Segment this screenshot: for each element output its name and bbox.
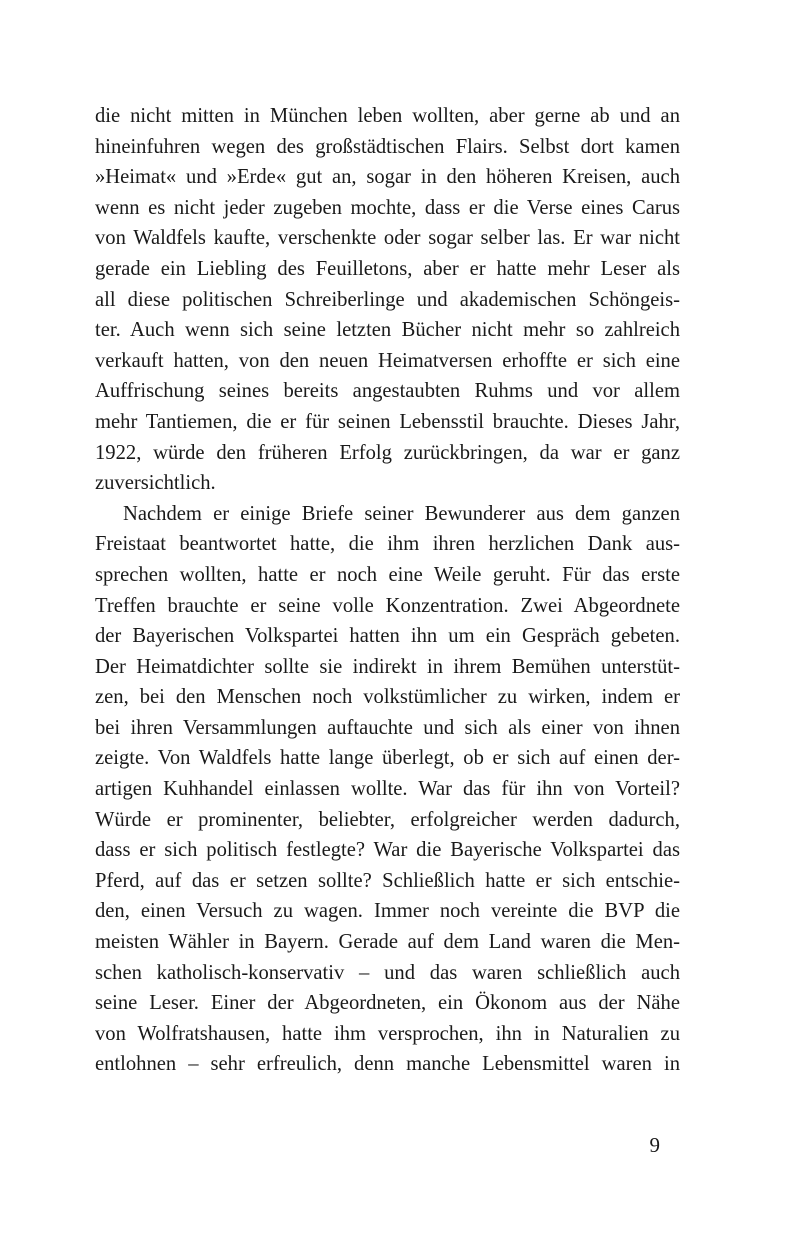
text-line: seine Leser. Einer der Abgeordneten, ein Ökonom aus der Nähe (95, 992, 680, 1015)
text-line: Pferd, auf das er setzen sollte? Schließlich hatte er sich entschie- (95, 869, 680, 892)
text-line: von Waldfels kaufte, verschenkte oder sogar selber las. Er war nicht (95, 227, 680, 250)
text-line: hineinfuhren wegen des großstädtischen Flairs. Selbst dort kamen (95, 135, 680, 158)
text-line: die nicht mitten in München leben wollten, aber gerne ab und an (95, 105, 680, 127)
text-line: zeigte. Von Waldfels hatte lange überlegt, ob er sich auf einen der- (95, 747, 680, 770)
text-line: all diese politischen Schreiberlinge und akademischen Schöngeis- (95, 288, 680, 311)
text-line: ter. Auch wenn sich seine letzten Bücher nicht mehr so zahlreich (95, 319, 680, 342)
paragraph-first-line: Nachdem er einige Briefe seiner Bewunderer aus dem ganzen (123, 502, 680, 525)
text-line: 1922, würde den früheren Erfolg zurückbringen, da war er ganz (95, 441, 680, 464)
body-text (95, 101, 680, 1080)
paragraph-end-line: zuversichtlich. (95, 472, 216, 495)
text-line: mehr Tantiemen, die er für seinen Lebensstil brauchte. Dieses Jahr, (95, 410, 680, 433)
text-line: entlohnen – sehr erfreulich, denn manche Lebensmittel waren in (95, 1053, 680, 1076)
text-line: Würde er prominenter, beliebter, erfolgreicher werden dadurch, (95, 808, 680, 831)
text-line: sprechen wollten, hatte er noch eine Weile geruht. Für das erste (95, 563, 680, 586)
text-line: Auffrischung seines bereits angestaubten Ruhms und vor allem (95, 380, 680, 403)
text-line: gerade ein Liebling des Feuilletons, aber er hatte mehr Leser als (95, 257, 680, 280)
text-line: Der Heimatdichter sollte sie indirekt in ihrem Bemühen unterstüt- (95, 655, 680, 678)
text-line: artigen Kuhhandel einlassen wollte. War das für ihn von Vorteil? (95, 778, 680, 801)
text-line: Freistaat beantwortet hatte, die ihm ihren herzlichen Dank aus- (95, 533, 680, 556)
text-line: verkauft hatten, von den neuen Heimatversen erhoffte er sich eine (95, 349, 680, 372)
text-line: bei ihren Versammlungen auftauchte und sich als einer von ihnen (95, 716, 680, 739)
text-line: meisten Wähler in Bayern. Gerade auf dem Land waren die Men- (95, 931, 680, 954)
text-line: wenn es nicht jeder zugeben mochte, dass er die Verse eines Carus (95, 196, 680, 219)
text-line: von Wolfratshausen, hatte ihm versprochen, ihn in Naturalien zu (95, 1022, 680, 1045)
text-line: Treffen brauchte er seine volle Konzentration. Zwei Abgeordnete (95, 594, 680, 617)
text-line: den, einen Versuch zu wagen. Immer noch vereinte die BVP die (95, 900, 680, 923)
text-line: schen katholisch-konservativ – und das waren schließlich auch (95, 961, 680, 984)
text-line: zen, bei den Menschen noch volkstümlicher zu wirken, indem er (95, 686, 680, 709)
text-line: »Heimat« und »Erde« gut an, sogar in den höheren Kreisen, auch (95, 166, 680, 189)
text-line: der Bayerischen Volkspartei hatten ihn um ein Gespräch gebeten. (95, 625, 680, 648)
page-number: 9 (649, 1133, 660, 1157)
text-line: dass er sich politisch festlegte? War die Bayerische Volkspartei das (95, 839, 680, 862)
